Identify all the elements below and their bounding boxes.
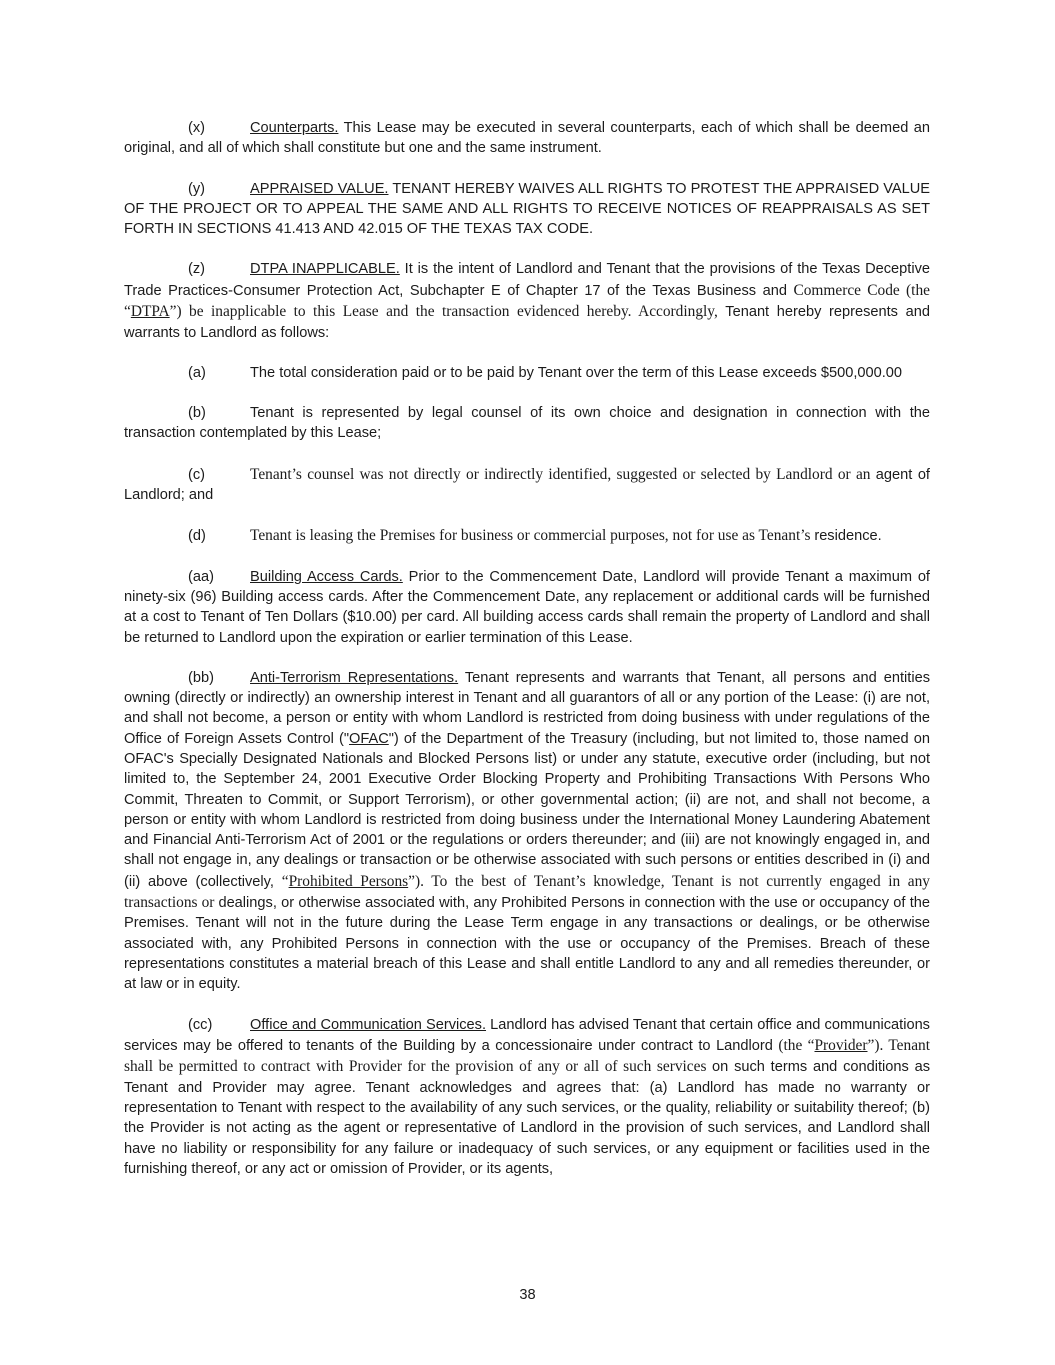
paragraph-b — [124, 403, 930, 444]
text-run: “ — [281, 872, 289, 890]
paragraph-y — [124, 179, 930, 240]
paragraph-z — [124, 259, 930, 342]
text-run: agent of Landlord; and — [124, 466, 930, 504]
text-run: Tenant is leasing the Premises for business or commercial purposes, not for use as Tenant’s — [250, 527, 815, 545]
paragraph-label: (z) — [188, 261, 206, 278]
underlined-term: Anti-Terrorism Representations. — [250, 669, 459, 686]
text-run: Landlord has advised Tenant that certain office and communications services may be offered to tenants of the Building by a concessionaire under contract to Landlord — [124, 1016, 930, 1054]
paragraph-label: (a) — [188, 364, 206, 381]
paragraph-label: (b) — [188, 405, 206, 422]
paragraph-label: (y) — [188, 180, 206, 197]
paragraph-label: (cc) — [188, 1016, 213, 1033]
underlined-term: Counterparts. — [250, 120, 339, 136]
text-run: Tenant hereby represents and warrants to Landlord as follows: — [124, 304, 930, 341]
text-run: ”). To the best of Tenant’s knowledge, Tenant is not currently engaged in any transactions or — [124, 872, 930, 912]
paragraph-label: (aa) — [188, 568, 214, 585]
text-run: Tenant is represented by legal counsel of its own choice and designation in connection with the transaction contemplated by this Lease; — [124, 405, 930, 442]
paragraph-d — [124, 525, 930, 546]
paragraph-label: (bb) — [188, 669, 214, 686]
paragraph-a — [124, 363, 930, 383]
text-run: Prior to the Commencement Date, Landlord will provide Tenant a maximum of ninety-six (96) Building access cards. After the Commencement Date, any replacement or additional cards will be furnished at a cost to Tenant of Ten Dollars ($10.00) per card. All building access cards shall remain the property of Landlord and shall be returned to Landlord upon the expiration or earlier termination of this Lease. — [124, 568, 930, 646]
paragraph-bb — [124, 668, 930, 995]
text-run: The total consideration paid or to be paid by Tenant over the term of this Lease exceeds $500,000.00 — [250, 364, 903, 381]
underlined-term: Building Access Cards. — [250, 568, 403, 585]
underlined-term: Prohibited Persons — [288, 872, 409, 890]
text-run: ") of the Department of the Treasury (including, but not limited to, those named on OFAC's Specially Designated Nationals and Blocked Persons list) or under any statute, executive order (including, but not limited to, the September 24, 2001 Executive Order Blocking Property and Prohibiting Transactions With Persons Who Commit, Threaten to Commit, or Support Terrorism), or other governmental action; (ii) are not, and shall not become, a person or entity with whom Landlord is restricted from doing business under the International Money Laundering Abatement and Financial Anti-Terrorism Act of 2001 or the regulations or orders thereunder; and (iii) are not knowingly engaged in, and shall not engage in, any dealings or transaction or be otherwise associated with such persons or entities described in (i) and (ii) above (collectively, — [124, 730, 930, 890]
text-run: This Lease may be executed in several counterparts, each of which shall be deemed an original, and all of which shall constitute but one and the same instrument. — [124, 120, 930, 157]
paragraph-label: (x) — [188, 120, 206, 136]
text-run: It is the intent of Landlord and Tenant that the provisions of the Texas Deceptive Trade Practices-Consumer Protection Act, Subchapter E of Chapter 17 of the Texas Business and — [124, 261, 931, 299]
text-run: (the “ — [778, 1036, 815, 1054]
paragraph-c — [124, 464, 930, 506]
text-run: dealings, or otherwise associated with, any Prohibited Persons in connection with the use or occupancy of the Premises. Tenant will not in the future during the Lease Term engage in any transactions or dealings, or be otherwise associated with, any Prohibited Persons in connection with the use or occupancy of the Premises. Breach of these representations constitutes a material breach of this Lease and shall entitle Landlord to any and all remedies thereunder, or at law or in equity. — [124, 895, 931, 993]
underlined-term: OFAC — [349, 730, 389, 747]
paragraph-x — [124, 118, 930, 159]
paragraph-aa — [124, 567, 930, 648]
paragraph-label: (d) — [188, 528, 206, 545]
text-run: ”) be inapplicable to this Lease and the transaction evidenced hereby. Accordingly, — [169, 303, 726, 321]
text-run: TENANT HEREBY WAIVES ALL RIGHTS TO PROTEST THE APPRAISED VALUE OF THE PROJECT OR TO APPEAL THE SAME AND ALL RIGHTS TO RECEIVE NOTICES OF REAPPRAISALS AS SET FORTH IN SECTIONS 41.413 AND 42.015 OF THE TEXAS TAX CODE. — [124, 180, 930, 238]
text-run: ”). Tenant shall be permitted to contract with Provider for the provision of any or all of such services — [124, 1036, 930, 1076]
paragraph-label: (c) — [188, 466, 206, 483]
text-run: on such terms and conditions as Tenant and Provider may agree. Tenant acknowledges and agrees that: (a) Landlord has made no warranty or representation to Tenant with respect to the availability of any such services, or the quality, reliability or suitability thereof; (b) the Provider is not acting as the agent or representative of Landlord in the provision of such services, and Landlord shall have no liability or responsibility for any failure or inadequacy of such services, or any equipment or facilities used in the furnishing thereof, or any act or omission of Provider, or its agents, — [124, 1059, 930, 1177]
underlined-term: Office and Communication Services. — [250, 1016, 487, 1033]
underlined-term: DTPA — [130, 303, 170, 321]
underlined-term: Provider — [814, 1036, 868, 1054]
underlined-term: DTPA INAPPLICABLE. — [250, 261, 400, 278]
text-run: Commerce Code (the “ — [124, 281, 930, 321]
page-number: 38 — [519, 1286, 536, 1303]
text-run: residence. — [814, 528, 882, 545]
paragraph-cc — [124, 1015, 930, 1180]
text-run: Tenant represents and warrants that Tenant, all persons and entities owning (directly or indirectly) an ownership interest in Tenant and all guarantors of all or any portion of the Lease: (i) are not, and shall not become, a person or entity with whom Landlord is restricted from doing business with under regulations of the Office of Foreign Assets Control (" — [124, 669, 930, 747]
underlined-term: APPRAISED VALUE. — [250, 180, 389, 197]
text-run: Tenant’s counsel was not directly or indirectly identified, suggested or selected by Landlord or an — [250, 465, 876, 483]
document-body — [124, 118, 930, 1179]
